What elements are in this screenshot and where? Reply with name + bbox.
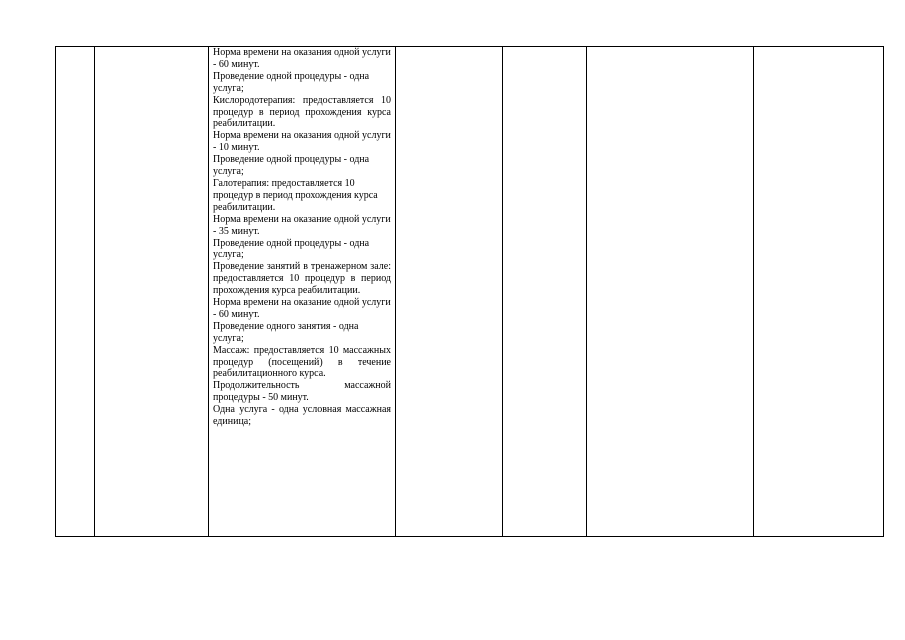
service-description-text <box>209 47 395 428</box>
paragraph: Кислородотерапия: предоставляется 10 процедур в период прохождения курса реабилитации. <box>213 94 391 130</box>
paragraph: Массаж: предоставляется 10 массажных процедур (посещений) в течение реабилитационного курса. <box>213 344 391 380</box>
table-cell-name <box>95 47 209 537</box>
paragraph: Галотерапия: предоставляется 10 процедур в период прохождения курса реабилитации. <box>213 177 378 213</box>
table-cell-col7 <box>754 47 884 537</box>
table-cell-col5 <box>503 47 587 537</box>
paragraph: Норма времени на оказания одной услуги - 60 минут. <box>213 47 391 70</box>
table-cell-number <box>56 47 95 537</box>
paragraph: Проведение одной процедуры - одна услуга; <box>213 237 370 261</box>
paragraph: Норма времени на оказание одной услуги - 35 минут. <box>213 213 391 237</box>
table-cell-service-description <box>209 47 396 537</box>
paragraph: Одна услуга - одна условная массажная единица; <box>213 404 391 428</box>
paragraph: Продолжительность массажной процедуры - 50 минут. <box>213 380 391 404</box>
paragraph: Проведение одной процедуры - одна услуга; <box>213 70 370 94</box>
paragraph: Проведение занятий в тренажерном зале: предоставляется 10 процедур в период прохождения курса реабилитации. <box>213 261 391 297</box>
services-table <box>55 46 884 537</box>
paragraph: Норма времени на оказание одной услуги - 60 минут. <box>213 297 391 320</box>
paragraph: Норма времени на оказания одной услуги - 10 минут. <box>213 130 391 154</box>
table-cell-col4 <box>396 47 503 537</box>
paragraph: Проведение одного занятия - одна услуга; <box>213 320 359 344</box>
paragraph: Проведение одной процедуры - одна услуга; <box>213 154 370 178</box>
table-row <box>56 47 884 537</box>
table-cell-col6 <box>587 47 754 537</box>
